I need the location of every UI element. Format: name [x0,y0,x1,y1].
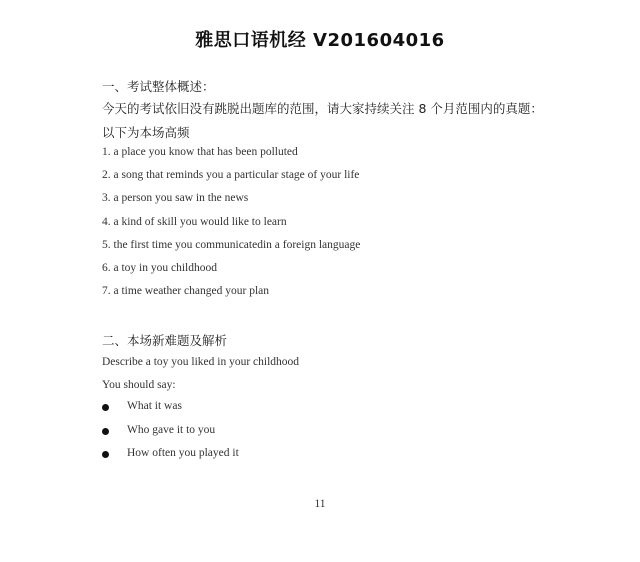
page-number: 11 [314,498,326,510]
cue-card-should-say: You should say: [102,379,176,391]
bullet-dot-icon [102,404,109,411]
bullet-dot-icon [102,428,109,435]
cue-card-bullet [102,447,239,471]
section-heading-new-questions: 二、本场新难题及解析 [102,333,228,348]
overview-intro-text: 今天的考试依旧没有跳脱出题库的范围，请大家持续关注 8 个月范围内的真题：以下为本场高频 [102,101,543,140]
cue-card-bullet-list [102,400,239,471]
topic-item: 1. a place you know that has been polluted [102,146,298,158]
topic-item: 2. a song that reminds you a particular stage of your life [102,169,360,182]
document-title: 雅思口语机经 V201604016 [195,30,445,51]
topic-item: 4. a kind of skill you would like to learn [102,215,287,228]
topic-item: 7. a time weather changed your plan [102,285,270,298]
cue-card-prompt: Describe a toy you liked in your childhood [102,356,300,368]
section-heading-overview: 一、考试整体概述： [102,79,215,94]
bullet-dot-icon [102,451,109,458]
topic-item: 6. a toy in you childhood [102,261,217,274]
cue-card-bullet-text: What it was [127,400,182,412]
cue-card-bullet-text: Who gave it to you [127,423,216,436]
cue-card-bullet [102,424,239,448]
cue-card-bullet-text: How often you played it [127,447,239,459]
topic-item: 5. the first time you communicatedin a foreign language [102,238,361,251]
topic-list [102,146,360,308]
topic-item: 3. a person you saw in the news [102,192,249,205]
cue-card-bullet [102,400,239,424]
